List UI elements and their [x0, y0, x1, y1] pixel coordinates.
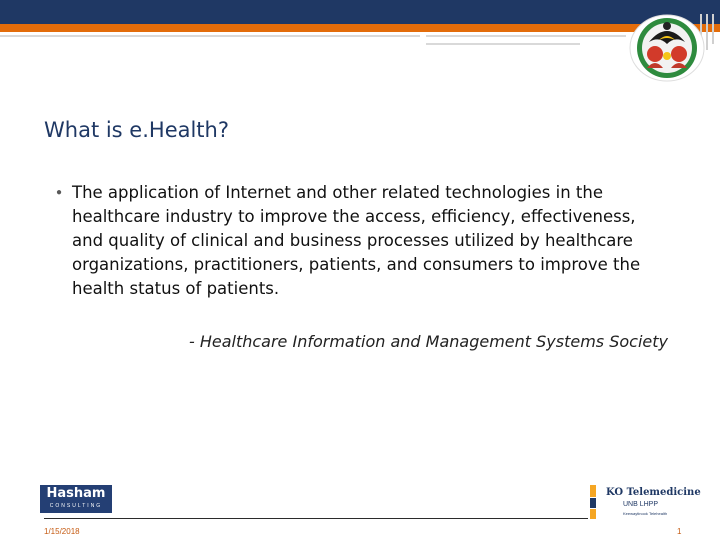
footer-page-number: 1 — [677, 527, 682, 536]
header-orange-stripe — [0, 24, 720, 32]
header-navy-band — [0, 0, 720, 24]
ko-logo-title: KO Telemedicine — [606, 487, 701, 498]
bullet-point-icon: ● — [56, 187, 63, 198]
footer-date: 1/15/2018 — [44, 527, 80, 536]
bullet-text: The application of Internet and other related technologies in the healthcare industry to improve the access, efficiency, effectiveness, and quality of clinical and business processes utilized by healthcare organizations, practitioners, patients, and consumers to improve the health status of patients. — [72, 183, 641, 298]
organization-emblem-logo — [629, 14, 705, 82]
ko-logo-tagline: Keewaytinook Telehealth — [623, 511, 668, 516]
slide-title: What is e.Health? — [44, 118, 230, 142]
header-decorative-lines — [0, 33, 720, 49]
ko-logo-mark-icon — [590, 485, 600, 519]
quote-attribution: - Healthcare Information and Management Systems Society — [188, 332, 668, 351]
hasham-consulting-logo — [40, 485, 112, 513]
ko-logo-partners: UNB LHPP — [623, 501, 659, 508]
ko-telemedicine-logo — [590, 483, 701, 523]
hasham-logo-name: Hasham — [46, 486, 106, 501]
hasham-logo-subtitle: CONSULTING — [49, 503, 103, 509]
footer-divider — [44, 518, 588, 519]
bullet-item — [56, 181, 666, 301]
